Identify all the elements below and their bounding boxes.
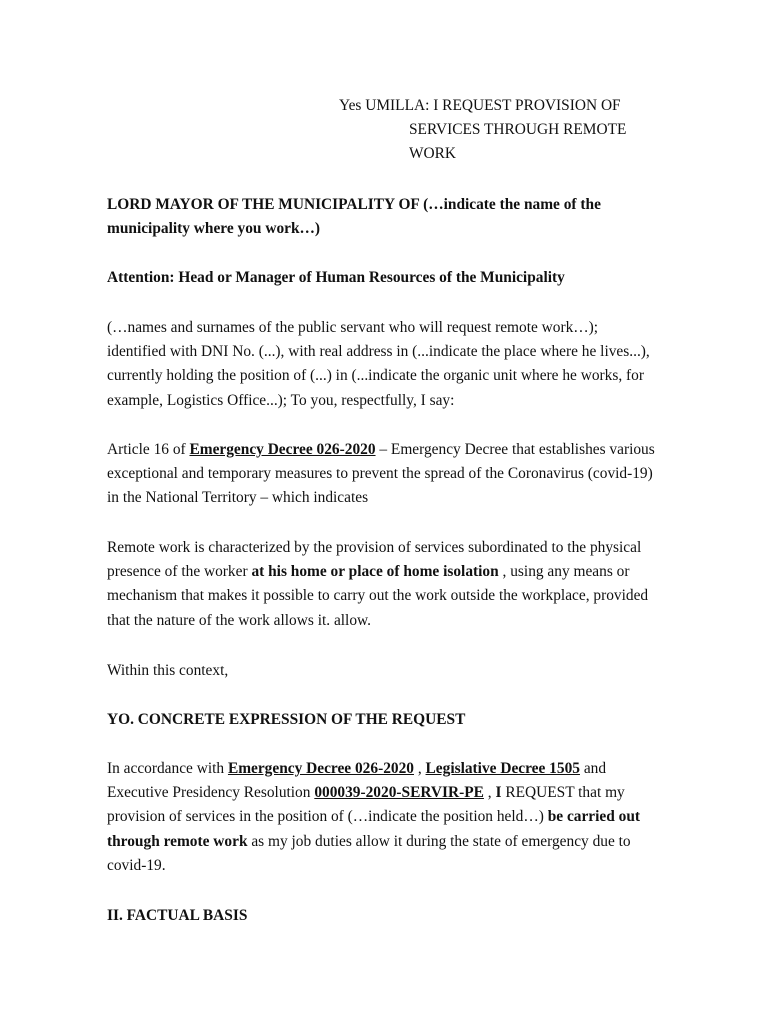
legislative-decree-reference: Legislative Decree 1505: [425, 760, 580, 777]
article-paragraph: [107, 438, 655, 511]
section2-text: II. FACTUAL BASIS: [107, 907, 248, 924]
accordance-bold: be carried out through remote work: [107, 808, 641, 850]
subject-line-3: WORK: [409, 145, 457, 163]
remote-lead: Remote work is characterized by the provision of services subordinated to the physical presence of the worker: [107, 539, 642, 581]
addressee: [107, 193, 655, 241]
subject-line: [339, 94, 669, 167]
accordance-text-3: and Executive Presidency Resolution: [107, 760, 607, 802]
article-rest: – Emergency Decree that establishes various exceptional and temporary measures to prevent the spread of the Coronavirus (covid-19) in the National Territory – which indicates: [107, 441, 655, 507]
accordance-text-4: ,: [483, 784, 496, 802]
decree-reference: Emergency Decree 026-2020: [189, 441, 376, 458]
section-heading-factual: [107, 904, 655, 928]
emergency-decree-reference: Emergency Decree 026-2020: [227, 760, 414, 777]
accordance-text-2: ,: [413, 760, 426, 777]
section-heading-request: [107, 708, 655, 732]
accordance-paragraph: [107, 757, 655, 878]
accordance-text-5: REQUEST that my provision of services in the position of (…indicate the position held…): [107, 784, 625, 826]
remote-rest: , using any means or mechanism that makes it possible to carry out the work outside the workplace, provided that the nature of the work allows it. allow.: [107, 563, 649, 629]
accordance-i: I: [495, 784, 502, 802]
resolution-reference: 000039-2020-SERVIR-PE: [314, 784, 484, 802]
context-line: Within this context,: [107, 662, 229, 679]
subject-line-1: Yes UMILLA: I REQUEST PROVISION OF: [339, 97, 621, 114]
remote-work-paragraph: [107, 536, 655, 633]
intro-paragraph: (…names and surnames of the public servant who will request remote work…); identified with DNI No. (...), with real address in (...indicate the place where he lives...), currently holding the position of (...) in (...indicate the organic unit where he works, for example, Logistics Office...); To you, respectfully, I say:: [107, 319, 650, 409]
attention-line: [107, 266, 655, 290]
section1-text: YO. CONCRETE EXPRESSION OF THE REQUEST: [107, 711, 466, 728]
accordance-text-6: as my job duties allow it during the state of emergency due to covid-19.: [107, 832, 631, 874]
article-lead: Article 16 of: [107, 441, 190, 458]
addressee-text: LORD MAYOR OF THE MUNICIPALITY OF (…indicate the name of the municipality where you work…): [107, 196, 601, 238]
subject-line-2: SERVICES THROUGH REMOTE: [409, 121, 627, 139]
remote-bold: at his home or place of home isolation: [251, 563, 499, 581]
attention-text: Attention: Head or Manager of Human Resources of the Municipality: [107, 269, 565, 286]
accordance-text-1: In accordance with: [107, 760, 228, 777]
